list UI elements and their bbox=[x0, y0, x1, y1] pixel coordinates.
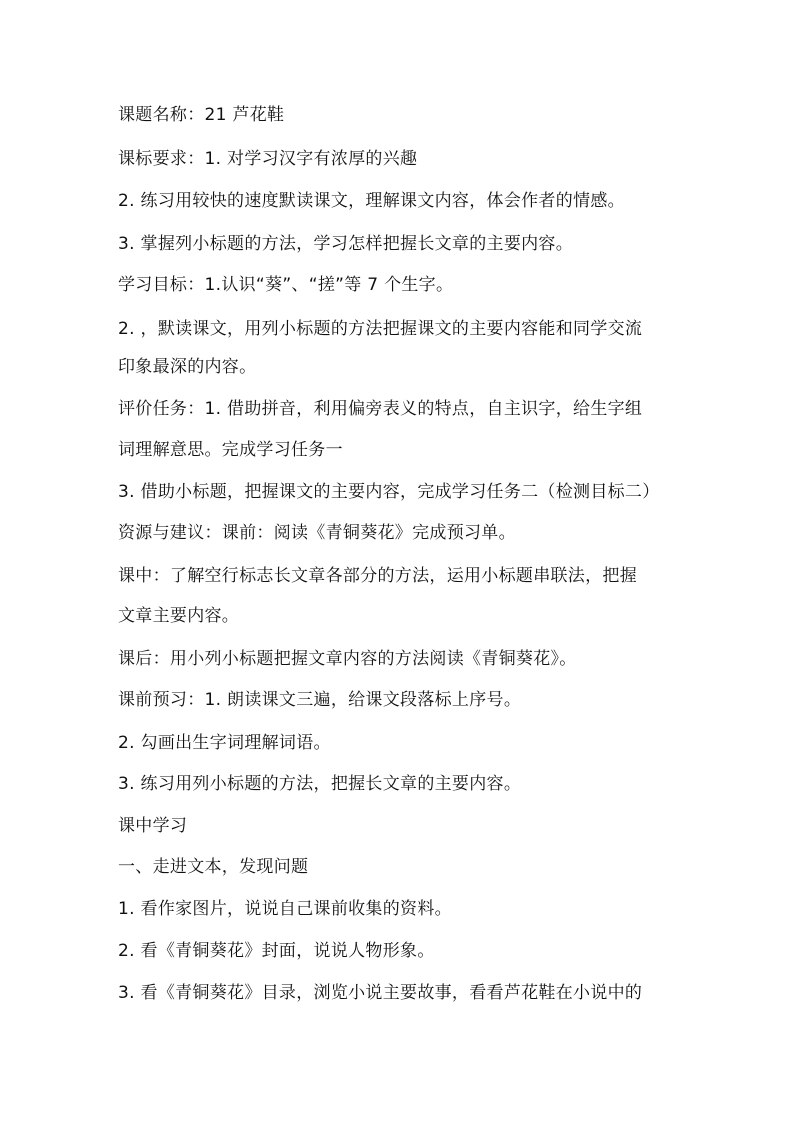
resources-in-class: 课中：了解空行标志长文章各部分的方法，运用小标题串联法，把握 bbox=[118, 566, 637, 586]
learning-goal-1: 学习目标：1.认识“葵”、“搓”等 7 个生字。 bbox=[118, 275, 454, 295]
curriculum-requirement-1: 课标要求：1. 对学习汉字有浓厚的兴趣 bbox=[118, 149, 418, 169]
preview-task-2: 2. 勾画出生字词理解词语。 bbox=[118, 733, 331, 753]
learning-goal-2: 2. ，默读课文，用列小标题的方法把握课文的主要内容能和同学交流 bbox=[118, 319, 643, 339]
resources-in-class-cont: 文章主要内容。 bbox=[118, 606, 240, 626]
preview-task-1: 课前预习：1. 朗读课文三遍，给课文段落标上序号。 bbox=[118, 690, 522, 710]
curriculum-requirement-2: 2. 练习用较快的速度默读课文，理解课文内容，体会作者的情感。 bbox=[118, 191, 625, 211]
evaluation-task-1: 评价任务：1. 借助拼音，利用偏旁表义的特点，自主识字，给生字组 bbox=[118, 399, 643, 419]
lesson-title: 课题名称：21 芦花鞋 bbox=[118, 105, 285, 125]
curriculum-requirement-3: 3. 掌握列小标题的方法，学习怎样把握长文章的主要内容。 bbox=[118, 234, 574, 254]
resources-before-class: 资源与建议：课前：阅读《青铜葵花》完成预习单。 bbox=[118, 523, 516, 543]
preview-task-3: 3. 练习用列小标题的方法，把握长文章的主要内容。 bbox=[118, 774, 522, 794]
learning-goal-2-cont: 印象最深的内容。 bbox=[118, 357, 257, 377]
evaluation-task-1-cont: 词理解意思。完成学习任务一 bbox=[118, 440, 343, 460]
activity-item-3: 3. 看《青铜葵花》目录，浏览小说主要故事，看看芦花鞋在小说中的 bbox=[118, 983, 643, 1003]
activity-item-1: 1. 看作家图片，说说自己课前收集的资料。 bbox=[118, 899, 452, 919]
section-heading-part-1: 一、走进文本，发现问题 bbox=[118, 857, 309, 877]
resources-after-class: 课后：用小列小标题把握文章内容的方法阅读《青铜葵花》。 bbox=[118, 649, 577, 669]
activity-item-2: 2. 看《青铜葵花》封面，说说人物形象。 bbox=[118, 941, 435, 961]
evaluation-task-3: 3. 借助小标题，把握课文的主要内容，完成学习任务二（检测目标二） bbox=[118, 482, 660, 502]
section-heading-in-class: 课中学习 bbox=[118, 816, 188, 836]
